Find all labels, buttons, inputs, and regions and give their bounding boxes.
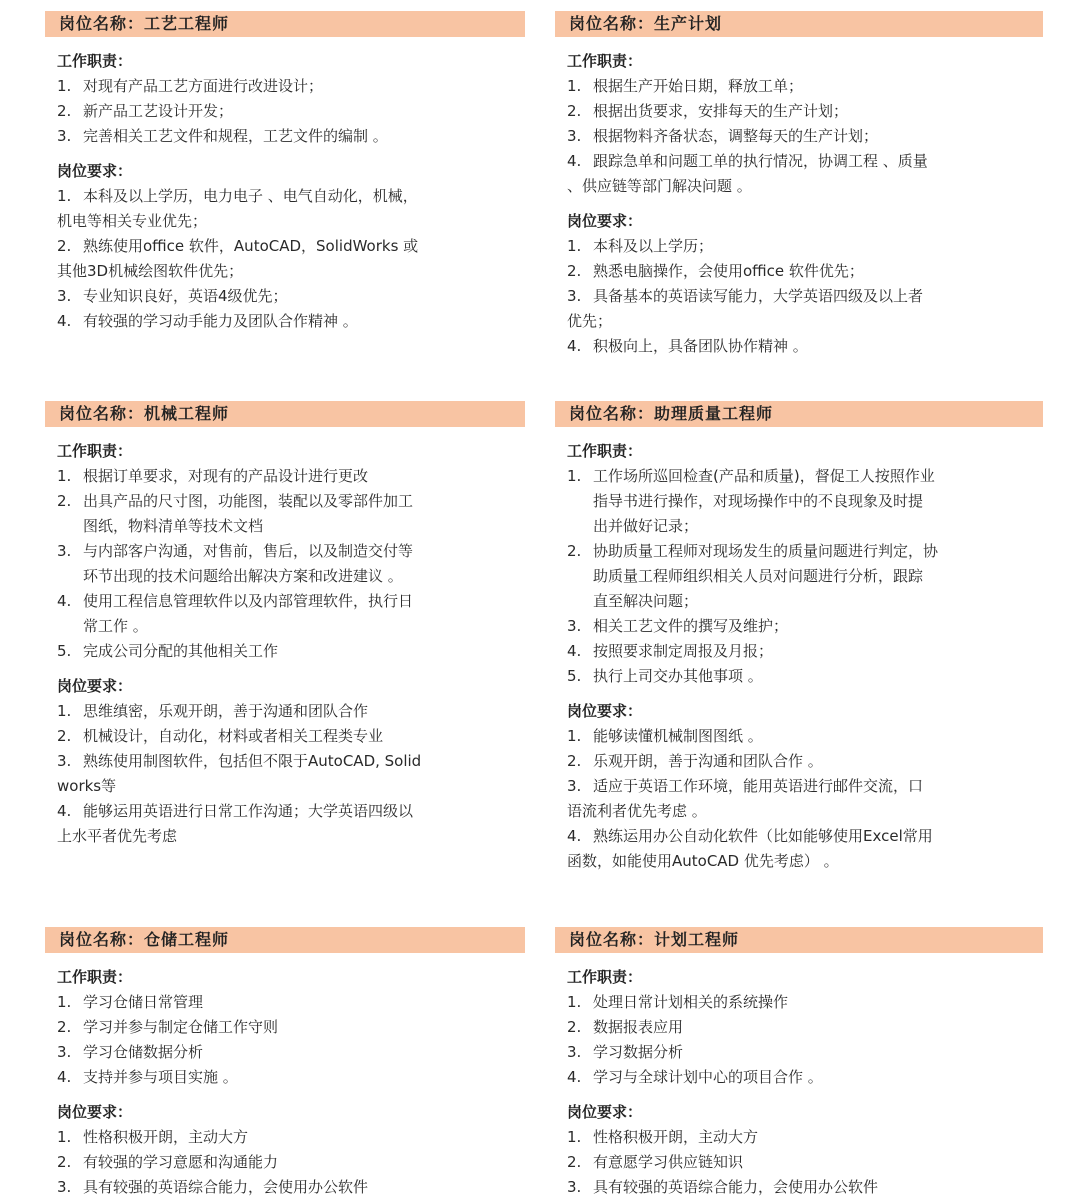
list-item: 4. 积极向上，具备团队协作精神 。 <box>567 337 808 355</box>
list-item: 4. 学习与全球计划中心的项目合作 。 <box>567 1068 823 1086</box>
duties-list <box>45 990 525 1090</box>
job-card-assistant-quality-engineer <box>555 401 1043 874</box>
list-item: 语流利者优先考虑 。 <box>567 802 707 820</box>
list-item: 2. 机械设计，自动化，材料或者相关工程类专业 <box>57 727 384 745</box>
list-item: works等 <box>57 777 117 795</box>
duties-heading: 工作职责： <box>567 52 643 70</box>
duties-list <box>555 74 1043 199</box>
duties-heading: 工作职责： <box>57 52 133 70</box>
list-item: 2. 熟练使用office 软件，AutoCAD，SolidWorks 或 <box>57 237 419 255</box>
job-card-process-engineer <box>45 11 525 334</box>
list-item: 3. 具有较强的英语综合能力，会使用办公软件 <box>567 1178 879 1196</box>
duties-heading: 工作职责： <box>57 442 133 460</box>
requirements-list <box>555 724 1043 874</box>
job-card-production-planning <box>555 11 1043 359</box>
list-item: 1. 性格积极开朗，主动大方 <box>567 1128 759 1146</box>
list-item: 3. 专业知识良好，英语4级优先； <box>57 287 288 305</box>
duties-heading: 工作职责： <box>57 968 133 986</box>
list-item: 4. 有较强的学习动手能力及团队合作精神 。 <box>57 312 358 330</box>
list-item: 1. 本科及以上学历； <box>567 237 714 255</box>
list-item: 5. 执行上司交办其他事项 。 <box>567 667 763 685</box>
list-item: 1. 根据生产开始日期，释放工单； <box>567 77 804 95</box>
list-item: 优先； <box>567 312 613 330</box>
job-title: 岗位名称：仓储工程师 <box>45 927 525 953</box>
job-title: 岗位名称：计划工程师 <box>555 927 1043 953</box>
list-item: 3. 完善相关工艺文件和规程，工艺文件的编制 。 <box>57 127 388 145</box>
list-item: 3. 与内部客户沟通，对售前，售后，以及制造交付等 <box>57 542 414 560</box>
list-item: 2. 有意愿学习供应链知识 <box>567 1153 744 1171</box>
list-item: 3. 学习数据分析 <box>567 1043 684 1061</box>
requirements-heading: 岗位要求： <box>567 1103 643 1121</box>
duties-heading: 工作职责： <box>567 968 643 986</box>
list-item: 2. 出具产品的尺寸图，功能图，装配以及零部件加工 <box>57 492 414 510</box>
list-item: 3. 适应于英语工作环境，能用英语进行邮件交流，口 <box>567 777 924 795</box>
list-item: 3. 学习仓储数据分析 <box>57 1043 204 1061</box>
list-item: 4. 支持并参与项目实施 。 <box>57 1068 238 1086</box>
list-item: 3. 具备基本的英语读写能力，大学英语四级及以上者 <box>567 287 924 305</box>
requirements-list <box>555 234 1043 359</box>
list-item: 机电等相关专业优先； <box>57 212 208 230</box>
list-item: 3. 具有较强的英语综合能力，会使用办公软件 <box>57 1178 369 1196</box>
list-item: 常工作 。 <box>83 617 148 635</box>
list-item: 2. 数据报表应用 <box>567 1018 684 1036</box>
job-card-warehouse-engineer <box>45 927 525 1200</box>
requirements-heading: 岗位要求： <box>57 162 133 180</box>
requirements-heading: 岗位要求： <box>57 1103 133 1121</box>
list-item: 1. 思维缜密，乐观开朗，善于沟通和团队合作 <box>57 702 369 720</box>
duties-list <box>555 990 1043 1090</box>
list-item: 直至解决问题； <box>593 592 699 610</box>
duties-list <box>45 74 525 149</box>
list-item: 出并做好记录； <box>593 517 699 535</box>
list-item: 其他3D机械绘图软件优先； <box>57 262 244 280</box>
list-item: 2. 新产品工艺设计开发； <box>57 102 234 120</box>
list-item: 4. 跟踪急单和问题工单的执行情况，协调工程 、质量 <box>567 152 928 170</box>
job-card-mechanical-engineer <box>45 401 525 849</box>
list-item: 1. 本科及以上学历，电力电子 、电气自动化，机械， <box>57 187 418 205</box>
list-item: 3. 根据物料齐备状态，调整每天的生产计划； <box>567 127 879 145</box>
requirements-list <box>555 1125 1043 1200</box>
requirements-heading: 岗位要求： <box>567 212 643 230</box>
list-item: 1. 处理日常计划相关的系统操作 <box>567 993 789 1011</box>
list-item: 1. 对现有产品工艺方面进行改进设计； <box>57 77 324 95</box>
requirements-heading: 岗位要求： <box>57 677 133 695</box>
list-item: 1. 根据订单要求，对现有的产品设计进行更改 <box>57 467 369 485</box>
list-item: 1. 工作场所巡回检查(产品和质量)，督促工人按照作业 <box>567 467 935 485</box>
list-item: 1. 学习仓储日常管理 <box>57 993 204 1011</box>
requirements-list <box>45 1125 525 1200</box>
job-title: 岗位名称：工艺工程师 <box>45 11 525 37</box>
list-item: 4. 能够运用英语进行日常工作沟通；大学英语四级以 <box>57 802 414 820</box>
requirements-heading: 岗位要求： <box>567 702 643 720</box>
list-item: 函数，如能使用AutoCAD 优先考虑） 。 <box>567 852 839 870</box>
duties-list <box>555 464 1043 689</box>
list-item: 3. 熟练使用制图软件，包括但不限于AutoCAD, Solid <box>57 752 422 770</box>
list-item: 2. 协助质量工程师对现场发生的质量问题进行判定，协 <box>567 542 939 560</box>
list-item: 2. 有较强的学习意愿和沟通能力 <box>57 1153 279 1171</box>
list-item: 2. 学习并参与制定仓储工作守则 <box>57 1018 279 1036</box>
requirements-list <box>45 699 525 849</box>
list-item: 1. 能够读懂机械制图图纸 。 <box>567 727 763 745</box>
job-card-planning-engineer <box>555 927 1043 1200</box>
list-item: 图纸，物料清单等技术文档 <box>83 517 264 535</box>
list-item: 1. 性格积极开朗，主动大方 <box>57 1128 249 1146</box>
duties-heading: 工作职责： <box>567 442 643 460</box>
list-item: 助质量工程师组织相关人员对问题进行分析，跟踪 <box>593 567 924 585</box>
list-item: 3. 相关工艺文件的撰写及维护； <box>567 617 789 635</box>
list-item: 上水平者优先考虑 <box>57 827 178 845</box>
list-item: 2. 熟悉电脑操作，会使用office 软件优先； <box>567 262 864 280</box>
list-item: 4. 熟练运用办公自动化软件（比如能够使用Excel常用 <box>567 827 933 845</box>
requirements-list <box>45 184 525 334</box>
job-title: 岗位名称：生产计划 <box>555 11 1043 37</box>
list-item: 2. 乐观开朗，善于沟通和团队合作 。 <box>567 752 823 770</box>
job-title: 岗位名称：机械工程师 <box>45 401 525 427</box>
list-item: 指导书进行操作，对现场操作中的不良现象及时提 <box>593 492 924 510</box>
list-item: 环节出现的技术问题给出解决方案和改进建议 。 <box>83 567 403 585</box>
list-item: 4. 使用工程信息管理软件以及内部管理软件，执行日 <box>57 592 414 610</box>
duties-list <box>45 464 525 664</box>
list-item: 2. 根据出货要求，安排每天的生产计划； <box>567 102 849 120</box>
list-item: 5. 完成公司分配的其他相关工作 <box>57 642 279 660</box>
job-title: 岗位名称：助理质量工程师 <box>555 401 1043 427</box>
list-item: 、供应链等部门解决问题 。 <box>567 177 752 195</box>
list-item: 4. 按照要求制定周报及月报； <box>567 642 774 660</box>
